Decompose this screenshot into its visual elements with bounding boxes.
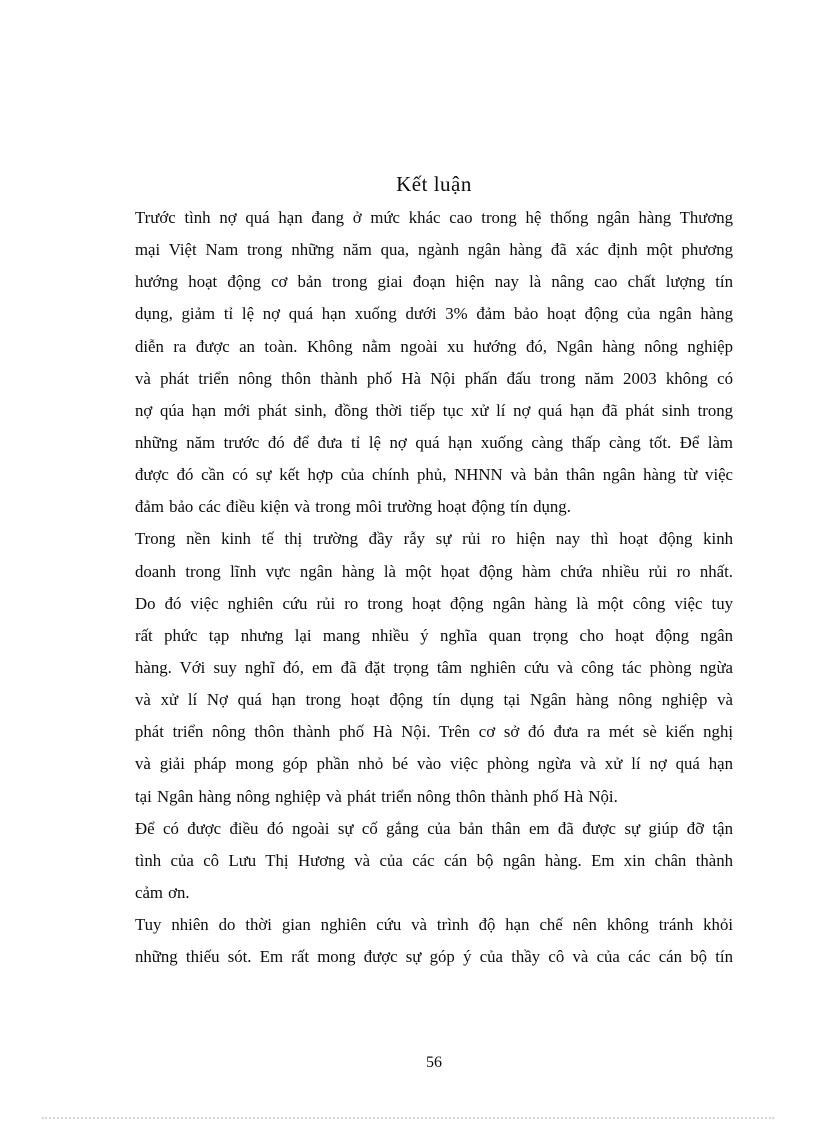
text-line: doanh trong lĩnh vực ngân hàng là một họat động hàm chứa nhiều rủi ro nhất. [135, 561, 733, 581]
text-line: Trước tình nợ quá hạn đang ở mức khác cao trong hệ thống ngân hàng Thương [135, 208, 733, 227]
text-line: Trong nền kinh tế thị trường đầy rẫy sự rủi ro hiện nay thì hoạt động kinh [135, 529, 733, 549]
text-line: hàng. Với suy nghĩ đó, em đã đặt trọng tâm nghiên cứu và công tác phòng ngừa [135, 657, 733, 677]
text-line: nợ qúa hạn mới phát sinh, đồng thời tiếp tục xử lí nợ quá hạn đã phát sinh trong [135, 400, 733, 420]
text-line: Tuy nhiên do thời gian nghiên cứu và trình độ hạn chế nên không tránh khỏi [135, 915, 733, 935]
text-line: dụng, giảm tỉ lệ nợ quá hạn xuống dưới 3% đảm bảo hoạt động của ngân hàng [135, 304, 733, 324]
body-paragraphs [135, 202, 733, 973]
text-line: Để có được điều đó ngoài sự cố gắng của bản thân em đã được sự giúp đỡ tận [135, 818, 733, 838]
text-line: tại Ngân hàng nông nghiệp và phát triển nông thôn thành phố Hà Nội. [135, 786, 618, 806]
text-line: diễn ra được an toàn. Không nằm ngoài xu hướng đó, Ngân hàng nông nghiệp [135, 336, 733, 356]
page-number: 56 [426, 1054, 442, 1071]
text-line: đảm bảo các điều kiện và trong môi trường hoạt động tín dụng. [135, 497, 571, 517]
text-line: mại Việt Nam trong những năm qua, ngành ngân hàng đã xác định một phương [135, 240, 733, 260]
text-line: phát triển nông thôn thành phố Hà Nội. Trên cơ sở đó đưa ra mét sè kiến nghị [135, 722, 733, 742]
text-line: và phát triển nông thôn thành phố Hà Nội phấn đấu trong năm 2003 không có [135, 368, 733, 388]
text-line: rất phức tạp nhưng lại mang nhiều ý nghĩa quan trọng cho hoạt động ngân [135, 625, 733, 645]
text-line: những năm trước đó để đưa tỉ lệ nợ quá hạn xuống càng thấp càng tốt. Để làm [135, 432, 733, 452]
text-line: được đó cần có sự kết hợp của chính phủ, NHNN và bản thân ngân hàng từ việc [135, 465, 733, 485]
text-line: hướng hoạt động cơ bản trong giai đoạn hiện nay là nâng cao chất lượng tín [135, 272, 733, 292]
text-line: tình của cô Lưu Thị Hương và của các cán bộ ngân hàng. Em xin chân thành [135, 850, 733, 870]
text-line: và giải pháp mong góp phần nhỏ bé vào việc phòng ngừa và xử lí nợ quá hạn [135, 754, 733, 774]
text-line: những thiếu sót. Em rất mong được sự góp ý của thầy cô và của các cán bộ tín [135, 947, 733, 967]
text-line: cảm ơn. [135, 882, 190, 902]
page-title: Kết luận [396, 172, 472, 196]
text-line: và xử lí Nợ quá hạn trong hoạt động tín dụng tại Ngân hàng nông nghiệp và [135, 690, 733, 710]
text-line: Do đó việc nghiên cứu rủi ro trong hoạt động ngân hàng là một công việc tuy [135, 593, 733, 613]
page-bottom-border [42, 1117, 774, 1119]
